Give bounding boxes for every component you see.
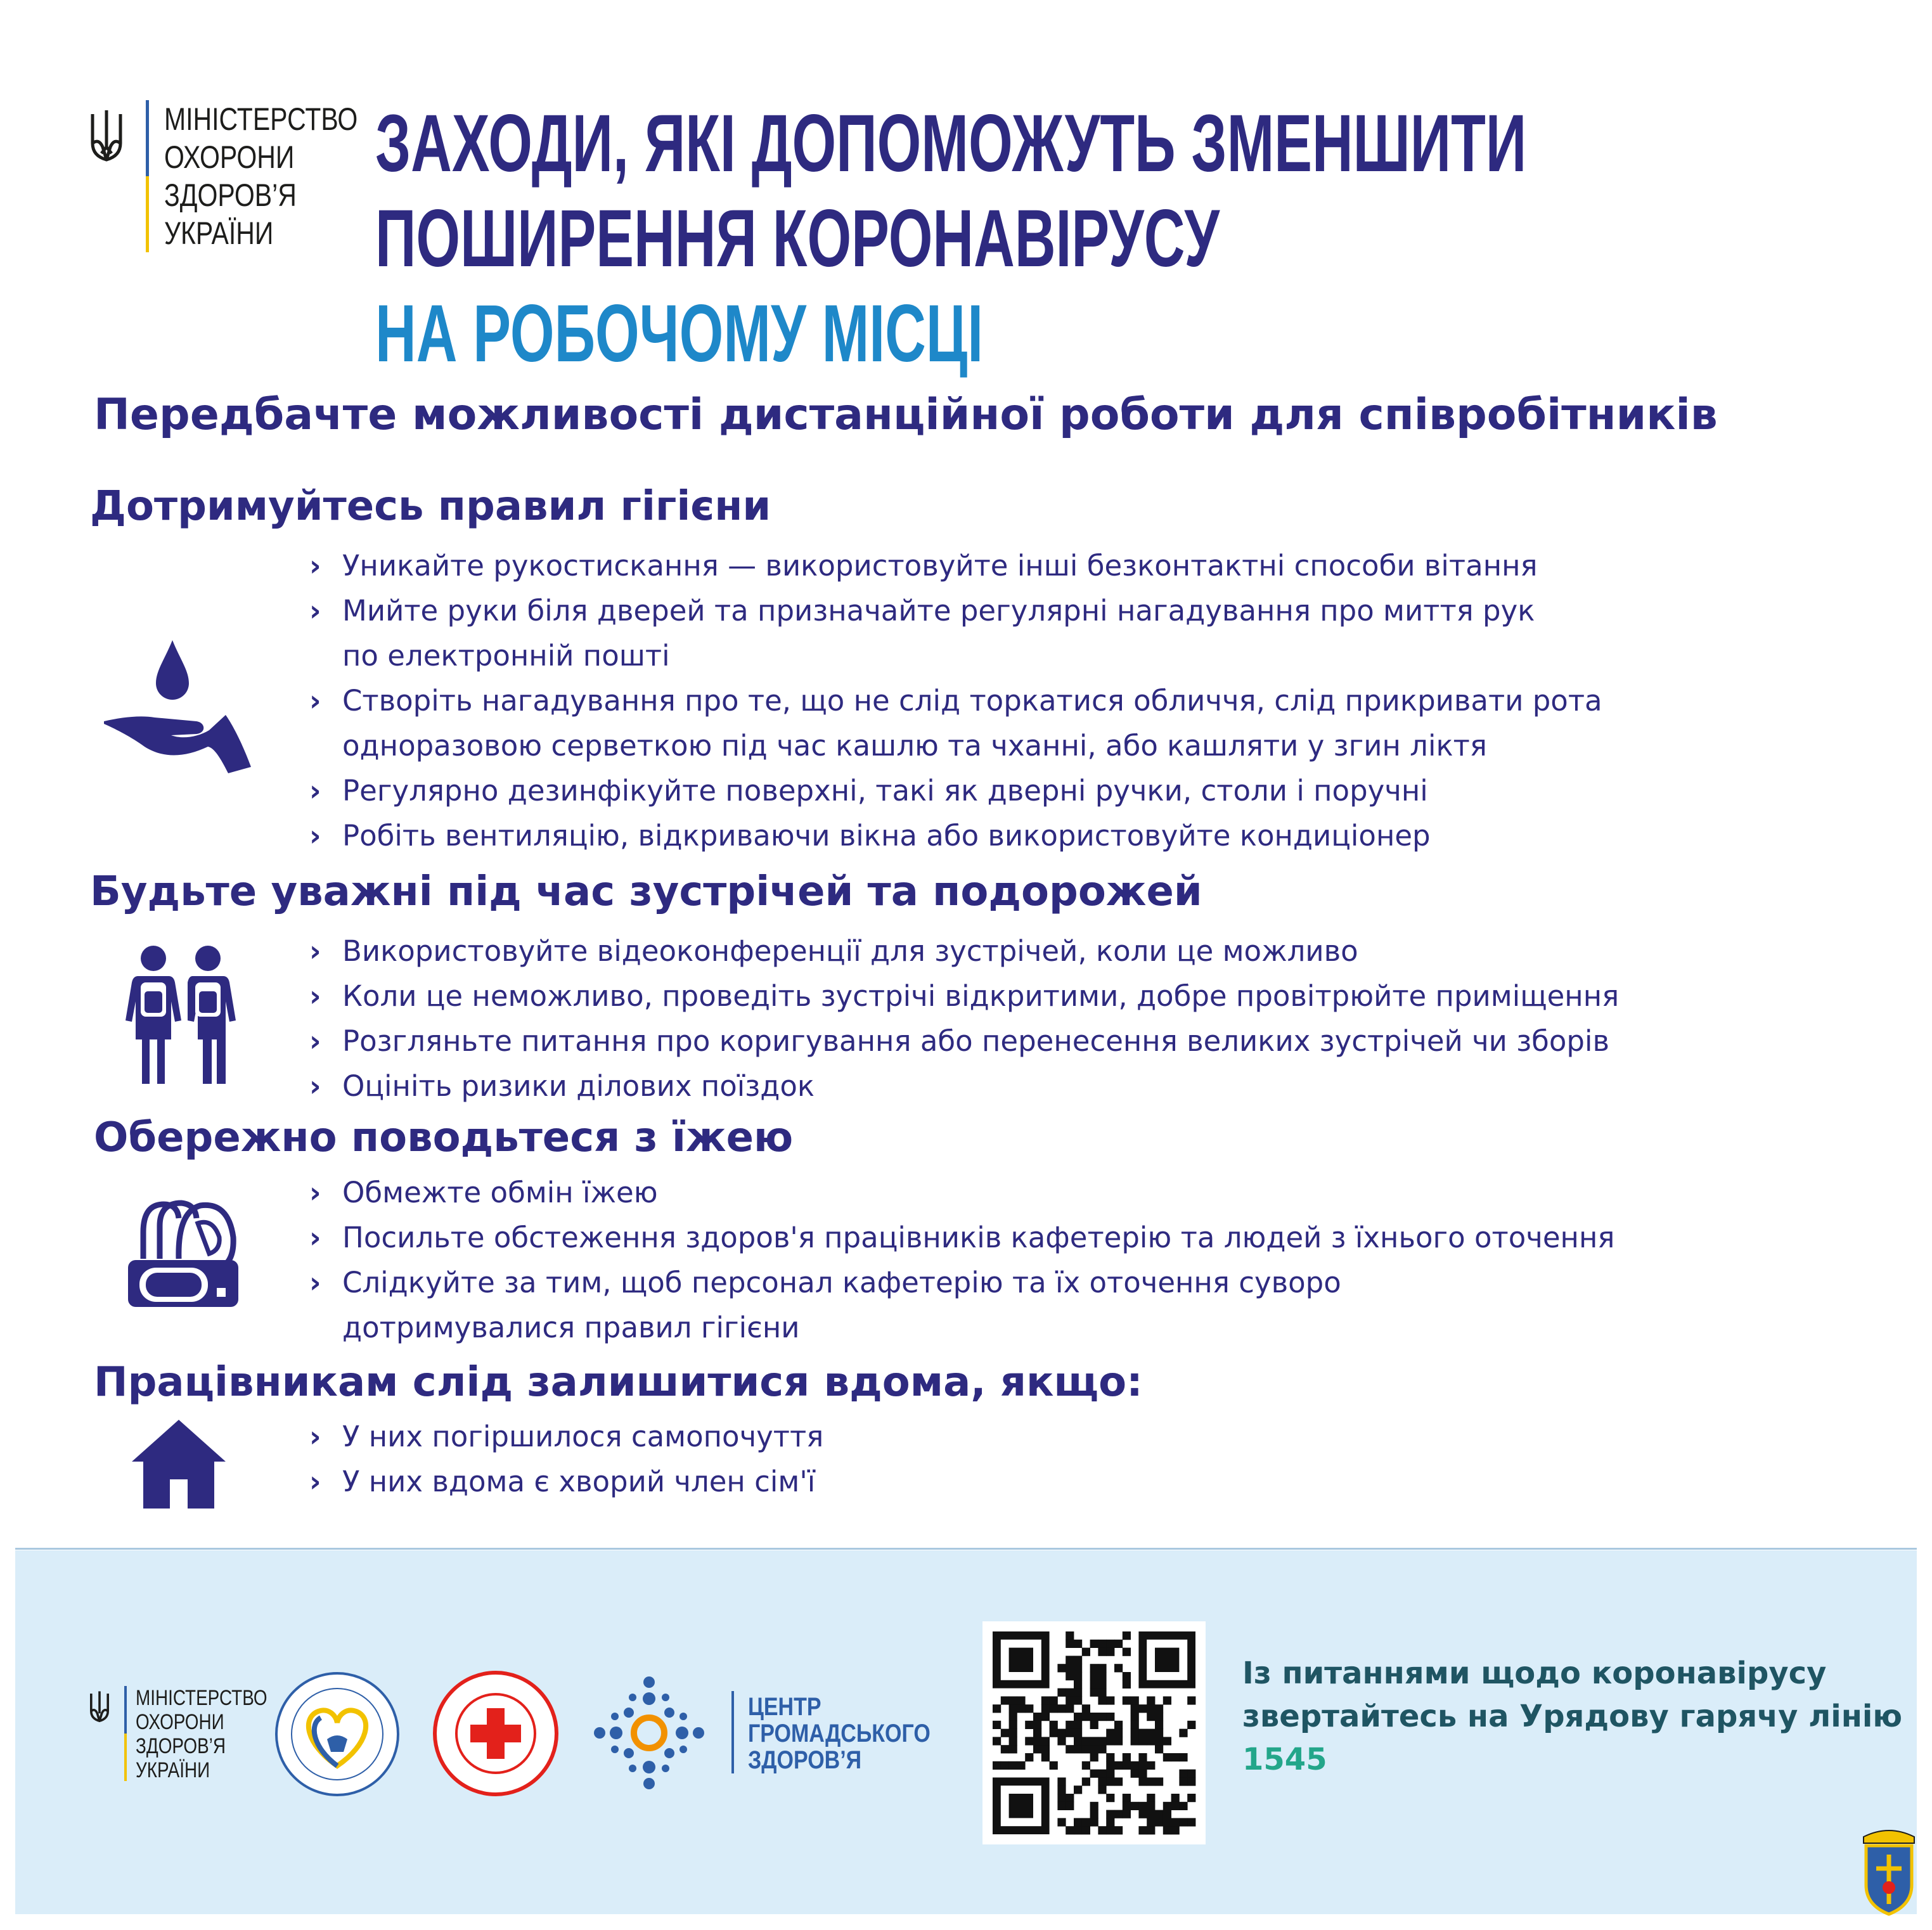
list-item: › Слідкуйте за тим, щоб персонал кафетерію та їх оточення суворо дотримувалися правил гігієни bbox=[309, 1266, 1341, 1344]
list-item: › У них вдома є хворий член сім'ї bbox=[309, 1465, 816, 1498]
hotline-number[interactable]: 1545 bbox=[1242, 1742, 1327, 1777]
list-item: › Коли це неможливо, проведіть зустрічі відкритими, добре провітрюйте приміщення bbox=[309, 979, 1620, 1013]
hand-water-drop-icon bbox=[101, 634, 254, 776]
section-heading-food: Обережно поводьтеся з їжею bbox=[94, 1114, 794, 1161]
hotline-line-2: звертайтесь на Урядову гарячу лінію bbox=[1242, 1699, 1902, 1734]
list-item: › Розгляньте питання про коригування або перенесення великих зустрічей чи зборів bbox=[309, 1024, 1610, 1058]
qr-code-icon bbox=[982, 1621, 1206, 1844]
cgz-divider bbox=[731, 1691, 734, 1773]
title-line-1: ЗАХОДИ, ЯКІ ДОПОМОЖУТЬ ЗМЕНШИТИ bbox=[375, 98, 1527, 189]
qr-code[interactable] bbox=[982, 1621, 1206, 1844]
section-heading-stay-home: Працівникам слід залишитися вдома, якщо: bbox=[94, 1359, 1143, 1406]
list-item: › Посильте обстеження здоров'я працівників кафетерію та людей з їхнього оточення bbox=[309, 1221, 1615, 1254]
hygiene-list bbox=[309, 543, 1602, 858]
ministry-name: МІНІСТЕРСТВО ОХОРОНИ ЗДОРОВ’Я УКРАЇНИ bbox=[136, 1686, 267, 1782]
page-title bbox=[375, 96, 1526, 382]
hotline-line-1: Із питаннями щодо коронавірусу bbox=[1242, 1656, 1827, 1691]
ministry-name: МІНІСТЕРСТВО ОХОРОНИ ЗДОРОВ’Я УКРАЇНИ bbox=[164, 101, 358, 251]
list-item: › Робіть вентиляцію, відкриваючи вікна або використовуйте кондиціонер bbox=[309, 819, 1431, 852]
city-crest-logo bbox=[1857, 1824, 1921, 1919]
title-line-2: ПОШИРЕННЯ КОРОНАВІРУСУ bbox=[375, 193, 1220, 284]
hotline-info bbox=[1242, 1652, 1902, 1781]
volunteer-commissioner-logo bbox=[274, 1671, 401, 1798]
list-item: › Створіть нагадування про те, що не слід торкатися обличчя, слід прикривати рота одноразовою серветкою під час кашлю та чханні, або кашляти у згин ліктя bbox=[309, 684, 1602, 762]
list-item: › Оцініть ризики ділових поїздок bbox=[309, 1069, 815, 1103]
list-item: › Регулярно дезинфікуйте поверхні, такі як дверні ручки, столи і поручні bbox=[309, 774, 1428, 807]
red-cross-logo bbox=[432, 1667, 559, 1800]
section-heading-meetings: Будьте уважні під час зустрічей та подорожей bbox=[90, 868, 1202, 915]
ministry-color-bar bbox=[124, 1686, 127, 1781]
stay-home-list bbox=[309, 1414, 823, 1504]
food-list bbox=[309, 1170, 1614, 1350]
public-health-center-name: ЦЕНТР ГРОМАДСЬКОГО ЗДОРОВ’Я bbox=[748, 1693, 931, 1774]
trident-icon bbox=[89, 108, 124, 165]
list-item: › Уникайте рукостискання — використовуйте інші безконтактні способи вітання bbox=[309, 549, 1538, 582]
section-heading-hygiene: Дотримуйтесь правил гігієни bbox=[90, 483, 771, 530]
house-icon bbox=[131, 1417, 227, 1510]
trident-icon bbox=[89, 1690, 110, 1724]
list-item: › Обмежте обмін їжею bbox=[309, 1176, 658, 1209]
list-item: › Використовуйте відеоконференції для зустрічей, коли це можливо bbox=[309, 934, 1358, 968]
list-item: › Мийте руки біля дверей та призначайте регулярні нагадування про миття рук по електронній пошті bbox=[309, 594, 1535, 672]
list-item: › У них погіршилося самопочуття bbox=[309, 1420, 824, 1453]
meetings-list bbox=[309, 929, 1619, 1109]
lead-heading: Передбачте можливості дистанційної роботи для співробітників bbox=[94, 390, 1718, 440]
public-health-center-icon bbox=[592, 1675, 706, 1791]
food-tray-icon bbox=[124, 1193, 242, 1311]
title-line-3: НА РОБОЧОМУ МІСЦІ bbox=[375, 288, 984, 379]
ministry-color-bar bbox=[146, 100, 149, 252]
ministry-logo bbox=[89, 100, 400, 252]
travelers-icon bbox=[120, 944, 241, 1085]
footer-divider bbox=[15, 1548, 1917, 1550]
footer-ministry-logo bbox=[89, 1686, 296, 1782]
